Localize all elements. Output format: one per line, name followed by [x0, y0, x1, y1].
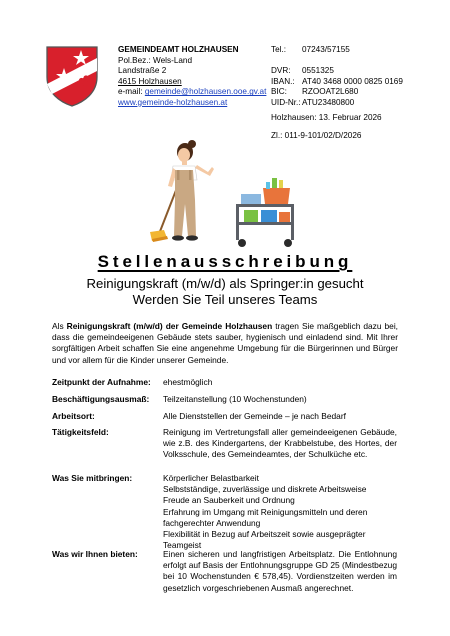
uid-label: UID-Nr.:: [271, 97, 301, 107]
start-value: ehestmöglich: [163, 377, 213, 387]
requirement-item: Freude an Sauberkeit und Ordnung: [163, 495, 295, 506]
requirement-item: Selbstständige, zuverlässige und diskrete Arbeitsweise: [163, 484, 367, 495]
coat-of-arms-logo: [44, 44, 100, 108]
email-label: e-mail:: [118, 87, 143, 97]
bic-label: BIC:: [271, 87, 287, 97]
requirements-list: [163, 473, 397, 551]
tel-value: 07243/57155: [302, 45, 350, 54]
dvr-label: DVR:: [271, 66, 291, 76]
page-title: Stellenausschreibung: [97, 252, 353, 271]
extent-value: Teilzeitanstellung (10 Wochenstunden): [163, 394, 307, 404]
tel-label: Tel.:: [271, 45, 287, 54]
dvr-value: 0551325: [302, 66, 334, 76]
intro-bold-text: Reinigungskraft (m/w/d) der Gemeinde Holzhausen: [66, 321, 273, 331]
start-label: Zeitpunkt der Aufnahme:: [52, 377, 151, 387]
location-value: Alle Dienststellen der Gemeinde – je nach Bedarf: [163, 411, 346, 421]
requirement-item: Körperlicher Belastbarkeit: [163, 473, 259, 483]
bic-value: RZOOAT2L680: [302, 87, 359, 97]
location-label: Arbeitsort:: [52, 411, 95, 421]
email-link[interactable]: gemeinde@holzhausen.ooe.gv.at: [144, 87, 267, 97]
street: Landstraße 2: [118, 66, 167, 76]
offer-value: Einen sicheren und langfristigen Arbeitsplatz. Die Entlohnung erfolgt auf Basis der Entlohnungsgruppe GD 25 (Mindestbezug bei 10 Wochenstunden € 578,45). Vordienstzeiten werden im gesetzlich vorgeschriebenen Ausmaß angerechnet.: [163, 549, 397, 593]
requirement-item: Erfahrung im Umgang mit Reinigungsmitteln und deren fachgerechter Anwendung: [163, 506, 368, 528]
subtitle-team: Werden Sie Teil unseres Teams: [132, 292, 318, 307]
city: 4615 Holzhausen: [118, 76, 182, 86]
uid-value: ATU23480800: [302, 97, 355, 107]
iban-value: AT40 3468 0000 0825 0169: [302, 76, 403, 86]
district: Pol.Bez.: Wels-Land: [118, 55, 193, 65]
cleaning-staff-illustration: [148, 138, 300, 250]
requirement-item: Flexibilität in Bezug auf Arbeitszeit sowie ausgeprägter Teamgeist: [163, 529, 366, 551]
intro-text-rest: tragen Sie maßgeblich dazu bei, dass die gemeindeeigenen Gebäude stets sauber, hygienisch und einladend sind. Mit Ihrer sorgfältigen Arbeit schaffen Sie eine angenehme Umgebung für die Bürgerinnen und Bürger und vor allem für die Kinder unserer Gemeinde.: [52, 321, 399, 365]
tasks-value: Reinigung im Vertretungsfall aller gemeindeeigenen Gebäude, wie z.B. des Kindergartens, der Krabbelstube, des Hortes, der Volksschule, des Gemeindeamtes, der Schulküche etc.: [163, 427, 397, 460]
org-name: GEMEINDEAMT HOLZHAUSEN: [118, 45, 239, 54]
extent-label: Beschäftigungsausmaß:: [52, 394, 150, 404]
offer-label: Was wir Ihnen bieten:: [52, 549, 138, 559]
intro-paragraph: [52, 321, 398, 366]
reference-line: Zl.: 011-9-101/02/D/2026: [271, 131, 362, 140]
requirements-label: Was Sie mitbringen:: [52, 473, 133, 483]
website-link[interactable]: www.gemeinde-holzhausen.at: [118, 97, 228, 107]
subtitle-job: Reinigungskraft (m/w/d) als Springer:in gesucht: [86, 276, 364, 291]
intro-text-start: Als: [52, 321, 67, 331]
date-line: Holzhausen: 13. Februar 2026: [271, 113, 382, 122]
iban-label: IBAN.:: [271, 76, 295, 86]
tasks-label: Tätigkeitsfeld:: [52, 427, 109, 437]
